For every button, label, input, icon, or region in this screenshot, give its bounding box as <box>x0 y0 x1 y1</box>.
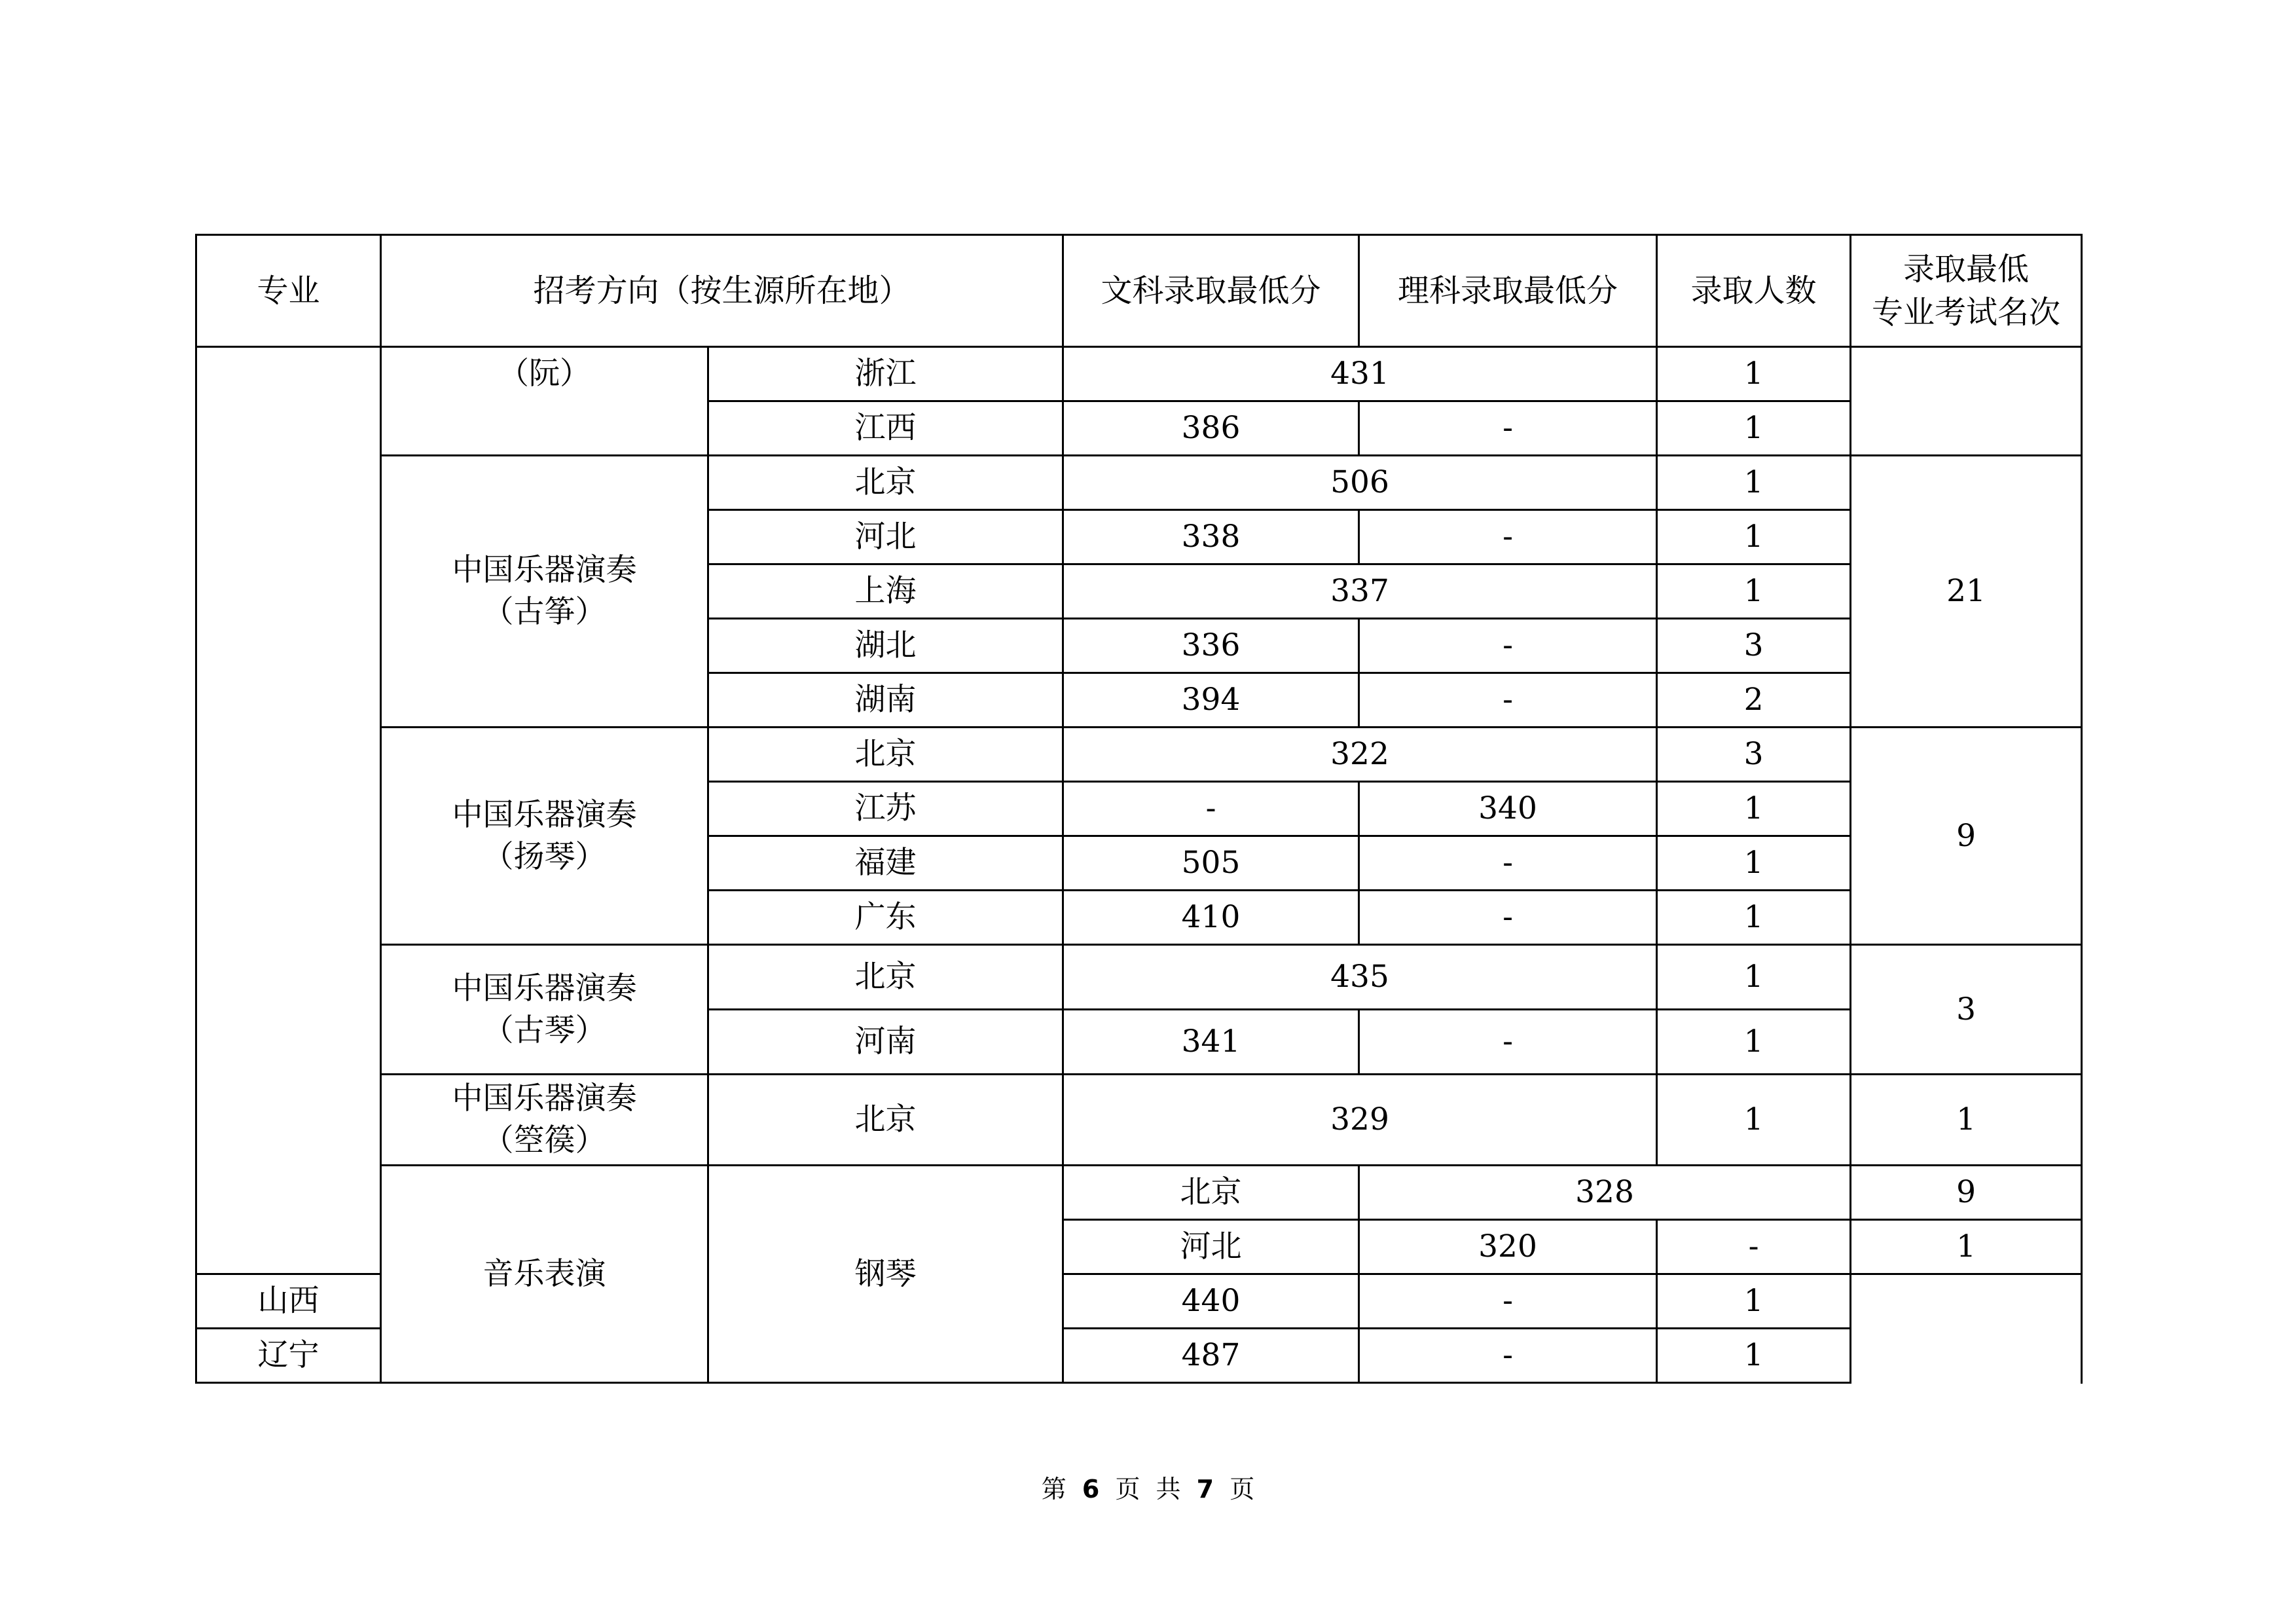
science-score-cell: - <box>1359 619 1657 673</box>
header-direction: 招考方向（按生源所在地） <box>381 235 1063 347</box>
direction-line: （古筝） <box>483 594 606 630</box>
science-score-cell: - <box>1657 1220 1851 1274</box>
count-cell: 1 <box>1657 564 1851 619</box>
arts-score-cell: 487 <box>1063 1329 1359 1383</box>
region-cell: 河南 <box>708 1010 1063 1075</box>
count-cell: 1 <box>1657 347 1851 401</box>
direction-cell <box>381 456 708 728</box>
count-cell: 1 <box>1657 836 1851 891</box>
combined-score-cell: 322 <box>1063 728 1657 782</box>
count-cell: 1 <box>1657 945 1851 1010</box>
min-rank-cell <box>1851 347 2082 456</box>
admissions-table <box>195 234 2083 1384</box>
arts-score-cell: 341 <box>1063 1010 1359 1075</box>
count-cell: 1 <box>1851 1220 2082 1274</box>
arts-score-cell: 440 <box>1063 1274 1359 1329</box>
table-row <box>196 347 2082 401</box>
science-score-cell: - <box>1359 401 1657 456</box>
region-cell: 北京 <box>708 1075 1063 1166</box>
region-cell: 辽宁 <box>196 1329 381 1383</box>
direction-line: 钢琴 <box>854 1255 917 1292</box>
direction-line: （阮） <box>498 356 591 392</box>
region-cell: 北京 <box>708 728 1063 782</box>
count-cell: 1 <box>1657 891 1851 945</box>
science-score-cell: - <box>1359 1274 1657 1329</box>
count-cell: 1 <box>1657 510 1851 564</box>
direction-line: 中国乐器演奏 <box>452 796 637 833</box>
count-cell: 1 <box>1657 1329 1851 1383</box>
table-row <box>196 945 2082 1010</box>
combined-score-cell: 506 <box>1063 456 1657 510</box>
table-row <box>196 1166 2082 1220</box>
region-cell: 河北 <box>708 510 1063 564</box>
header-min-rank <box>1851 235 2082 347</box>
min-rank-cell: 3 <box>1851 945 2082 1075</box>
region-cell: 江苏 <box>708 782 1063 836</box>
table-header-row <box>196 235 2082 347</box>
science-score-cell: - <box>1359 673 1657 728</box>
header-admitted-count: 录取人数 <box>1657 235 1851 347</box>
region-cell: 浙江 <box>708 347 1063 401</box>
combined-score-cell: 337 <box>1063 564 1657 619</box>
direction-cell <box>708 1166 1063 1383</box>
arts-score-cell: - <box>1063 782 1359 836</box>
science-score-cell: - <box>1359 1329 1657 1383</box>
count-cell: 1 <box>1657 1010 1851 1075</box>
direction-line: 中国乐器演奏 <box>452 1080 637 1116</box>
count-cell: 1 <box>1657 456 1851 510</box>
direction-line: （古琴） <box>483 1012 606 1048</box>
count-cell: 3 <box>1657 728 1851 782</box>
science-score-cell: - <box>1359 836 1657 891</box>
science-score-cell: - <box>1359 510 1657 564</box>
direction-line: （扬琴） <box>483 838 606 875</box>
region-cell: 北京 <box>708 945 1063 1010</box>
region-cell: 湖南 <box>708 673 1063 728</box>
footer-prefix: 第 <box>1041 1475 1066 1504</box>
header-min-rank-line2: 专业考试名次 <box>1872 294 2061 331</box>
footer-total-pages: 7 <box>1196 1475 1214 1504</box>
count-cell: 2 <box>1657 673 1851 728</box>
count-cell: 9 <box>1851 1166 2082 1220</box>
min-rank-cell: 21 <box>1851 456 2082 728</box>
header-major: 专业 <box>196 235 381 347</box>
major-cell: 音乐表演 <box>381 1166 708 1383</box>
arts-score-cell: 338 <box>1063 510 1359 564</box>
table-row <box>196 728 2082 782</box>
science-score-cell: 340 <box>1359 782 1657 836</box>
science-score-cell: - <box>1359 1010 1657 1075</box>
region-cell: 北京 <box>708 456 1063 510</box>
region-cell: 江西 <box>708 401 1063 456</box>
arts-score-cell: 336 <box>1063 619 1359 673</box>
direction-cell <box>381 347 708 456</box>
direction-line: 中国乐器演奏 <box>452 552 637 588</box>
region-cell: 上海 <box>708 564 1063 619</box>
count-cell: 1 <box>1657 401 1851 456</box>
arts-score-cell: 394 <box>1063 673 1359 728</box>
footer-total-word: 共 <box>1156 1475 1181 1504</box>
min-rank-cell: 1 <box>1851 1075 2082 1166</box>
header-science-min-score: 理科录取最低分 <box>1359 235 1657 347</box>
footer-suffix: 页 <box>1230 1475 1255 1504</box>
direction-cell <box>381 1075 708 1166</box>
science-score-cell: - <box>1359 891 1657 945</box>
region-cell: 北京 <box>1063 1166 1359 1220</box>
footer-page-number: 6 <box>1082 1475 1100 1504</box>
arts-score-cell: 505 <box>1063 836 1359 891</box>
combined-score-cell: 329 <box>1063 1075 1657 1166</box>
region-cell: 湖北 <box>708 619 1063 673</box>
page-footer <box>0 1469 2296 1505</box>
header-arts-min-score: 文科录取最低分 <box>1063 235 1359 347</box>
combined-score-cell: 431 <box>1063 347 1657 401</box>
table-row <box>196 456 2082 510</box>
count-cell: 1 <box>1657 782 1851 836</box>
combined-score-cell: 328 <box>1359 1166 1851 1220</box>
direction-cell <box>381 945 708 1075</box>
table-row <box>196 1075 2082 1166</box>
region-cell: 山西 <box>196 1274 381 1329</box>
min-rank-cell: 9 <box>1851 728 2082 945</box>
region-cell: 福建 <box>708 836 1063 891</box>
count-cell: 1 <box>1657 1075 1851 1166</box>
direction-line: 中国乐器演奏 <box>452 970 637 1006</box>
header-min-rank-line1: 录取最低 <box>1903 251 2030 287</box>
combined-score-cell: 435 <box>1063 945 1657 1010</box>
arts-score-cell: 386 <box>1063 401 1359 456</box>
direction-cell <box>381 728 708 945</box>
footer-page-word: 页 <box>1115 1475 1140 1504</box>
arts-score-cell: 320 <box>1359 1220 1657 1274</box>
major-cell-blank <box>196 347 381 1274</box>
direction-line: （箜篌） <box>483 1122 606 1158</box>
count-cell: 3 <box>1657 619 1851 673</box>
region-cell: 河北 <box>1063 1220 1359 1274</box>
region-cell: 广东 <box>708 891 1063 945</box>
count-cell: 1 <box>1657 1274 1851 1329</box>
arts-score-cell: 410 <box>1063 891 1359 945</box>
